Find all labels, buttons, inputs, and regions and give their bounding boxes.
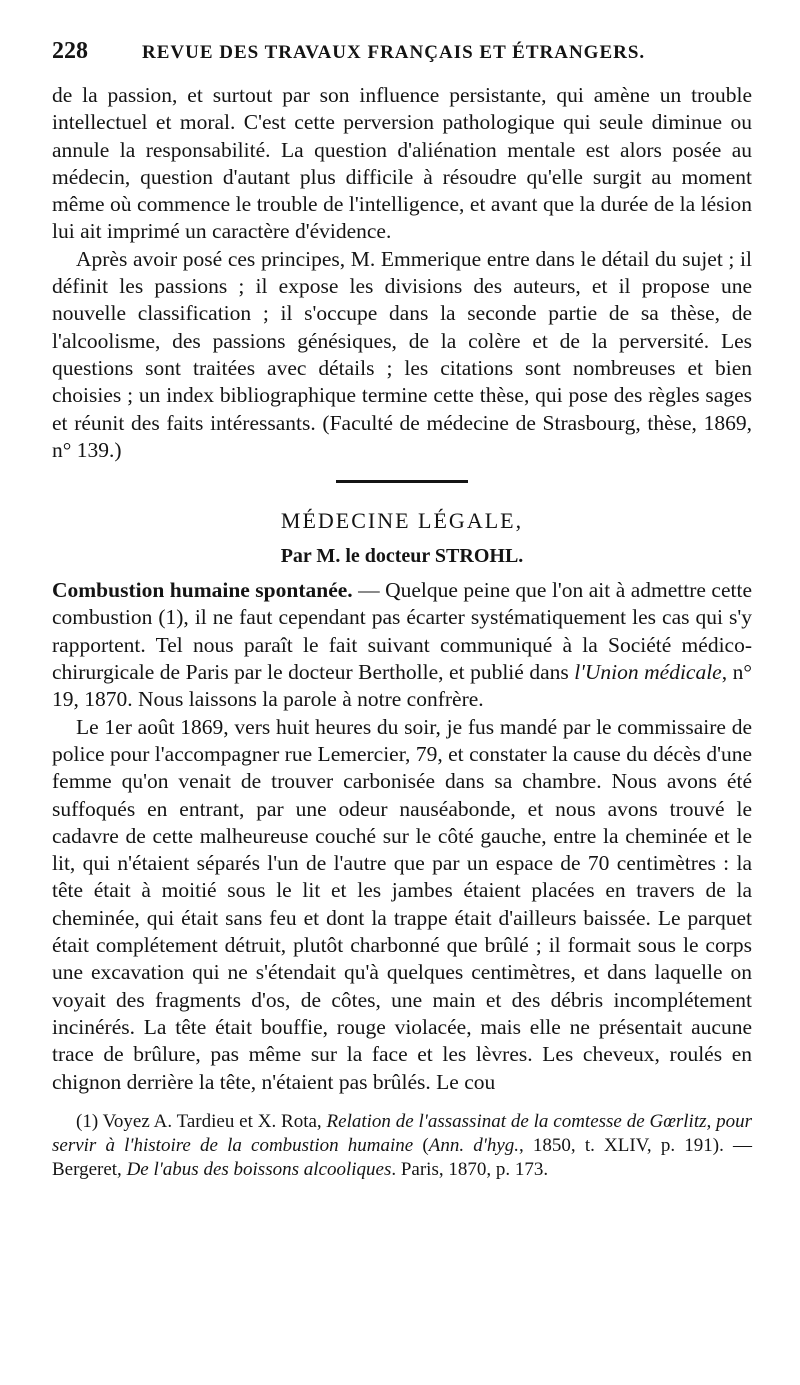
footnotes bbox=[52, 1110, 752, 1182]
paragraph-2: Après avoir posé ces principes, M. Emmerique entre dans le détail du sujet ; il définit les passions ; il expose les divisions des auteurs, et il propose une nouvelle classification ; il s'occupe dans la seconde partie de sa thèse, de l'alcoolisme, des passions génésiques, de la colère et de la perversité. Les questions sont traitées avec détails ; les citations sont nombreuses et bien choisies ; un index bibliographique termine cette thèse, qui pose des règles sages et réunit des faits intéressants. (Faculté de médecine de Strasbourg, thèse, 1869, n° 139.) bbox=[52, 246, 752, 462]
footnote-part-g: . Paris, 1870, p. 173. bbox=[391, 1158, 549, 1180]
paragraph-1: de la passion, et surtout par son influence persistante, qui amène un trouble intellectuel et moral. C'est cette perversion pathologique qui seule diminue ou annule la responsabilité. La question d'aliénation mentale est alors posée au médecin, question d'autant plus difficile à résoudre qu'elle surgit au moment même où commence le trouble de l'intelligence, et avant que la durée de la lésion lui ait imprimé un caractère d'évidence. bbox=[52, 83, 752, 244]
page-number: 228 bbox=[52, 38, 88, 64]
footnote-1 bbox=[52, 1110, 752, 1182]
footnote-part-e: , 1850, t. XLIV, p. 191). — Bergeret, bbox=[52, 1134, 752, 1180]
paragraph-3-text-a: — Quelque peine que l'on ait à admettre cette combustion (1), il ne faut cependant pas écarter systématiquement les cas qui s'y rapportent. Tel nous paraît le fait suivant communiqué à la Société médico-chirurgicale de Paris par le docteur Bertholle, et publié dans bbox=[52, 578, 752, 685]
paragraph-4: Le 1er août 1869, vers huit heures du soir, je fus mandé par le commissaire de police pour l'accompagner rue Lemercier, 79, et constater la cause du décès d'une femme qu'on venait de trouver carbonisée dans sa chambre. Nous avons été suffoqués en entrant, par une odeur nauséabonde, et nous avons trouvé le cadavre de cette malheureuse couché sur le côté gauche, entre la cheminée et le lit, qui n'étaient séparés l'un de l'autre que par un espace de 70 centimètres : la tête était à moitié sous le lit et les jambes étaient placées en travers de la cheminée, qui était sans feu et dont la trappe était d'ailleurs baissée. Le parquet était complétement détruit, plutôt charbonné que brûlé ; il formait sous le corps une excavation qui ne s'étendait qu'à quelques centimètres, et dans laquelle on voyait des fragments d'os, de côtes, une main et des débris incomplétement incinérés. La tête était bouffie, rouge violacée, mais elle ne présentait aucune trace de brûlure, pas même sur la face et les lèvres. Les cheveux, roulés en chignon derrière la tête, n'étaient pas brûlés. Le cou bbox=[52, 714, 752, 1094]
footnote-title-1: Relation de l'assassinat de la comtesse de Gœrlitz, pour servir à l'histoire de la combustion humaine bbox=[52, 1110, 752, 1156]
footnote-title-2: De l'abus des boissons alcooliques bbox=[126, 1158, 392, 1180]
footnote-part-c: ( bbox=[413, 1134, 429, 1156]
paragraph-3 bbox=[52, 577, 752, 713]
article-title: Combustion humaine spontanée. bbox=[52, 578, 353, 603]
section-author: Par M. le docteur STROHL. bbox=[280, 545, 524, 568]
body-text bbox=[52, 82, 752, 464]
paragraph-3-text-b: , n° 19, 1870. Nous laissons la parole à notre confrère. bbox=[52, 660, 752, 712]
page-header bbox=[52, 38, 752, 82]
page bbox=[52, 38, 752, 1182]
section-title: MÉDECINE LÉGALE, bbox=[280, 508, 524, 534]
footnote-journal: Ann. d'hyg. bbox=[428, 1134, 519, 1156]
section-divider bbox=[336, 480, 468, 483]
journal-title: l'Union médicale bbox=[574, 660, 722, 685]
footnote-part-a: (1) Voyez A. Tardieu et X. Rota, bbox=[76, 1110, 327, 1132]
running-title: REVUE DES TRAVAUX FRANÇAIS ET ÉTRANGERS. bbox=[142, 42, 646, 63]
section-body bbox=[52, 577, 752, 1096]
